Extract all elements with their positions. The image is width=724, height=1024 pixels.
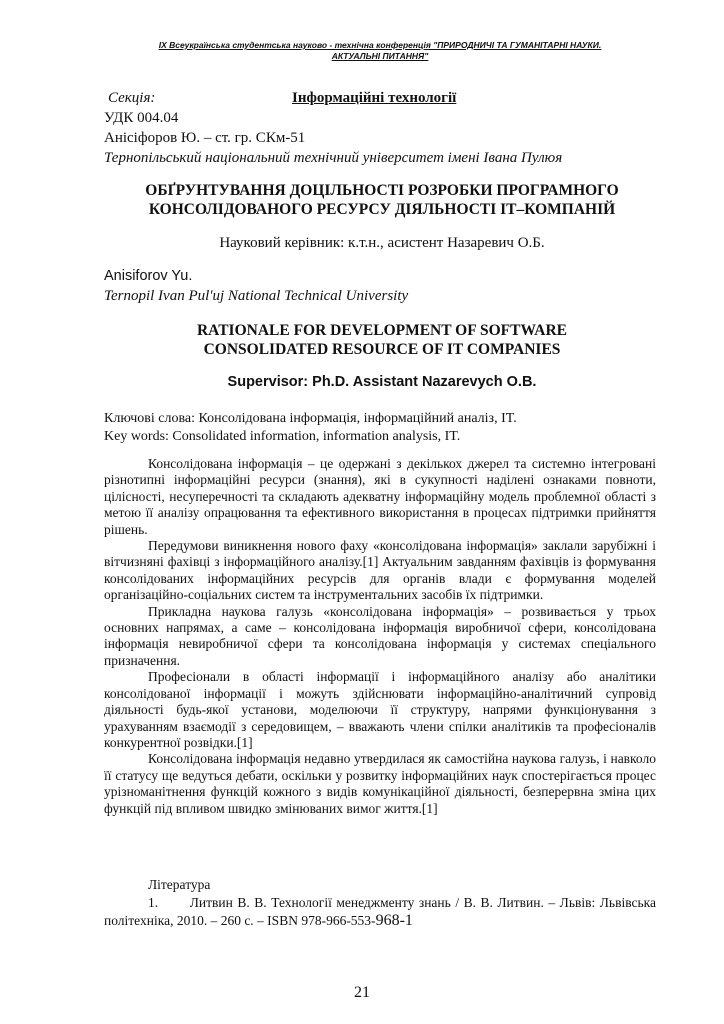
paragraph: Прикладна наукова галузь «консолідована інформація» – розвивається у трьох основних напрямах, а саме – консолідована інформація виробничої сфери, консолідована інформація невиробничої сфери та консолідована інформація у системах спеціального призначення. xyxy=(104,603,656,668)
keywords-en: Key words: Consolidated information, information analysis, IT. xyxy=(104,429,461,444)
conference-header-line2: АКТУАЛЬНІ ПИТАННЯ" xyxy=(331,51,429,61)
university-en: Ternopil Ivan Pul'uj National Technical University xyxy=(104,288,409,304)
author-en: Anisiforov Yu. xyxy=(104,268,193,284)
reference-isbn-tail: 968-1 xyxy=(375,912,413,929)
section-label: Секція: xyxy=(108,90,156,106)
paragraph: Передумови виникнення нового фаху «консолідована інформація» заклали зарубіжні і вітчизняні фахівці з інформаційного аналізу.[1] Актуальним завданням фахівців із формування консолідованих інформаційних ресурсів для органів влади є формування моделей організаційно-соціальних систем та інструментальних засобів їх підтримки. xyxy=(104,538,656,603)
conference-header xyxy=(70,40,690,62)
title-ua-line1: ОБҐРУНТУВАННЯ ДОЦІЛЬНОСТІ РОЗРОБКИ ПРОГРАМНОГО xyxy=(145,182,619,199)
references-heading: Література xyxy=(148,877,211,892)
title-ua-line2: КОНСОЛІДОВАНОГО РЕСУРСУ ДІЯЛЬНОСТІ ІТ–КОМПАНІЙ xyxy=(148,201,616,218)
keywords-block xyxy=(104,410,517,446)
title-ua xyxy=(104,181,660,219)
references-section xyxy=(104,876,656,930)
section-value: Інформаційні технології xyxy=(292,90,457,106)
paragraph: Професіонали в області інформації і інформаційного аналізу або аналітики консолідованої інформації і можуть здійснювати інформаційно-аналітичний супровід діяльності будь-якої установи, моделюючи її структуру, напрями функціонування з урахуванням взаємодії з середовищем, – вважають члени спілки аналітиків та професіоналів конкурентної розвідки.[1] xyxy=(104,669,656,750)
title-en-line2: CONSOLIDATED RESOURCE OF IT COMPANIES xyxy=(203,341,561,358)
title-en xyxy=(104,321,660,359)
supervisor-ua: Науковий керівник: к.т.н., асистент Назаревич О.Б. xyxy=(219,235,545,251)
paragraph: Консолідована інформація – це одержані з декількох джерел та системно інтегровані різнотипні інформаційні ресурси (знання), які в сукупності наділені ознаками повноти, цілісності, несуперечності та складають адекватну інформаційну модель проблемної області з метою її аналізу опрацювання та ефективного використання в процесах підтримки прийняття рішень. xyxy=(104,456,656,537)
reference-item xyxy=(104,894,656,930)
page-number: 21 xyxy=(354,984,370,1001)
author-ua: Анісіфоров Ю. – ст. гр. СКм-51 xyxy=(104,130,306,146)
udk-code: УДК 004.04 xyxy=(104,110,179,126)
keywords-ua: Ключові слова: Консолідована інформація, інформаційний аналіз, IT. xyxy=(104,411,517,426)
reference-text: 1. Литвин В. В. Технології менеджменту знань / В. В. Литвин. – Львів: Львівська політехніка, 2010. – 260 с. – ISBN 978-966-553- xyxy=(104,895,656,928)
section-row xyxy=(104,90,664,110)
conference-header-line1: IX Всеукраїнська студентська науково - технічна конференція "ПРИРОДНИЧІ ТА ГУМАНІТАРНІ НАУКИ. xyxy=(158,40,602,50)
title-en-line1: RATIONALE FOR DEVELOPMENT OF SOFTWARE xyxy=(196,322,568,339)
supervisor-en: Supervisor: Ph.D. Assistant Nazarevych O.B. xyxy=(227,374,537,390)
university-ua: Тернопільський національний технічний університет імені Івана Пулюя xyxy=(104,150,563,166)
body-text xyxy=(104,456,656,817)
paragraph: Консолідована інформація недавно утвердилася як самостійна наукова галузь, і навколо її статусу ще ведуться дебати, оскільки у розвитку інформаційних наук спостерігається процес урізноманітнення функцій кожного з видів комунікаційної діяльності, безперервна зміна цих функцій під впливом швидко змінюваних вимог життя.[1] xyxy=(104,751,656,816)
